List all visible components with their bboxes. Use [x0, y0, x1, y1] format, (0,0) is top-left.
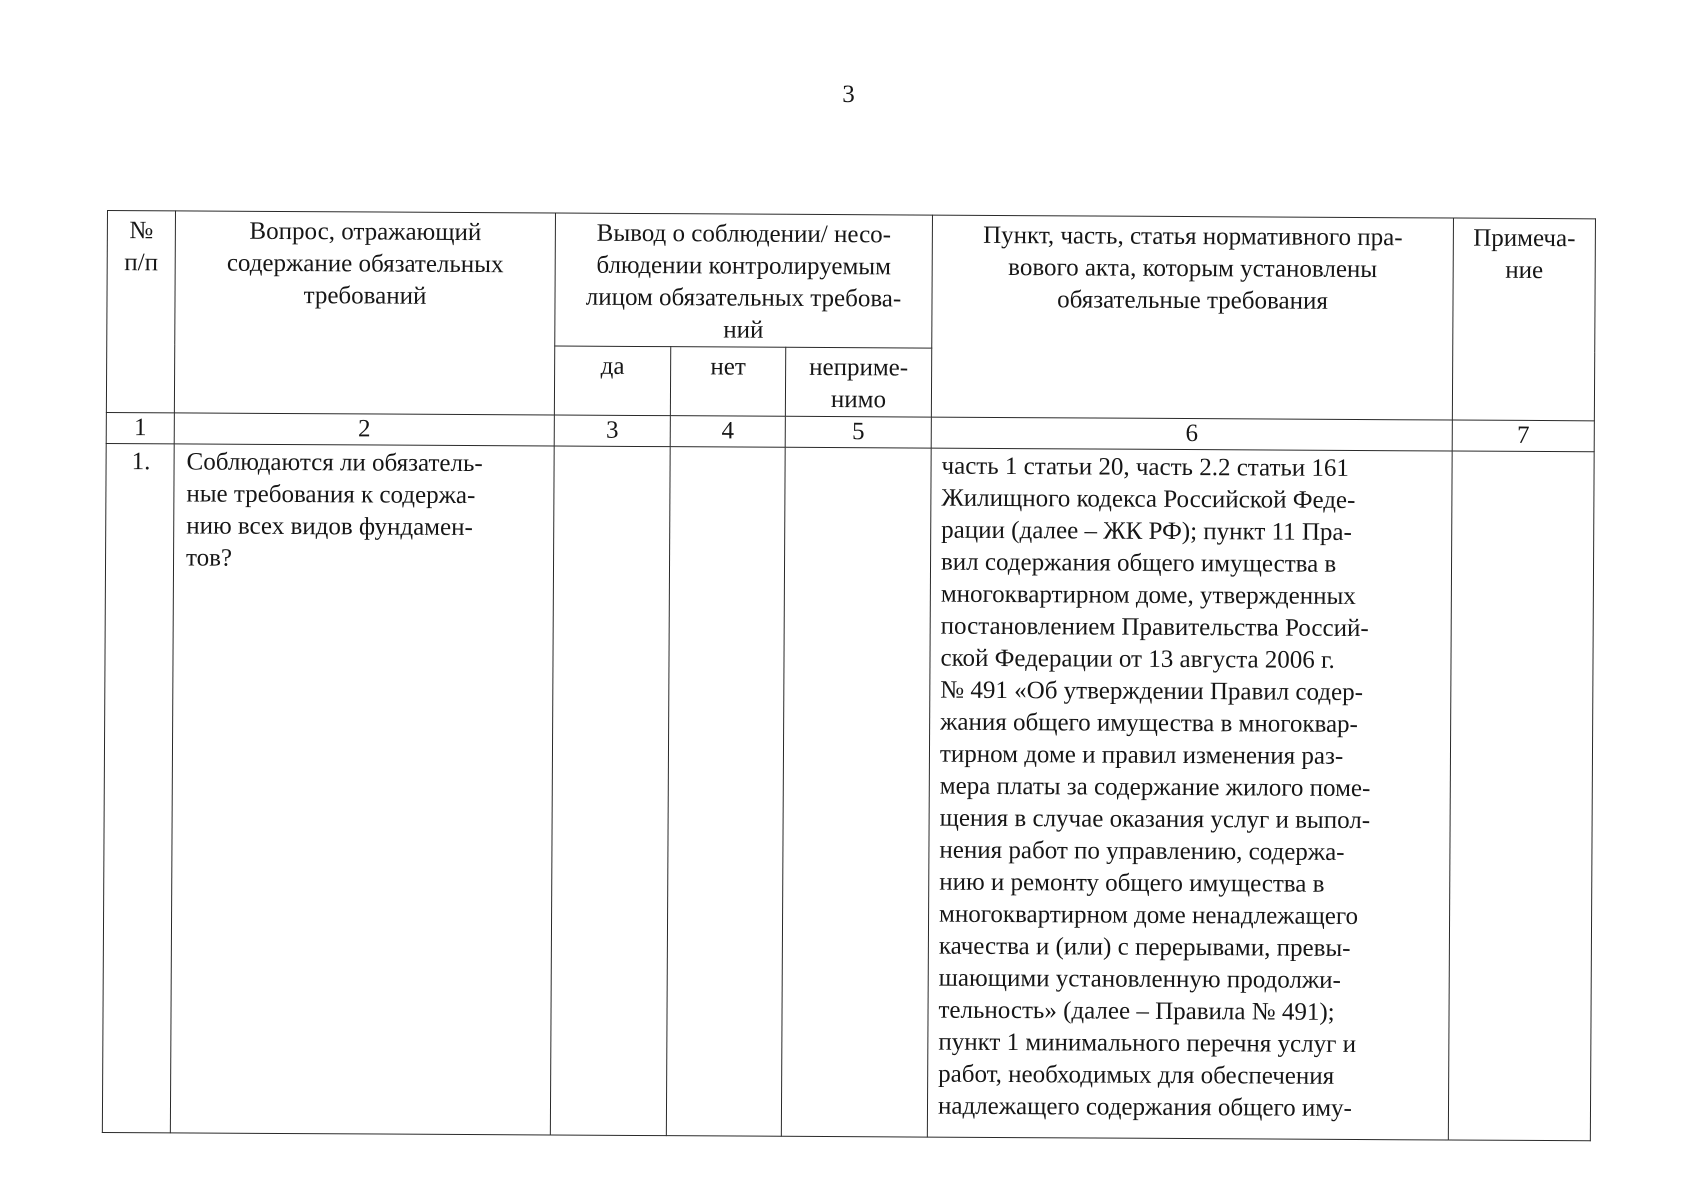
reference-line: тельность» (далее – Правила № 491); — [938, 996, 1335, 1026]
header-question-cell — [174, 211, 555, 415]
row-number-cell — [102, 443, 174, 1132]
reference-line: многоквартирном доме ненадлежащего — [939, 900, 1359, 930]
reference-line: постановлением Правительства Россий- — [940, 612, 1369, 643]
reference-line: многоквартирном доме, утвержденных — [940, 580, 1356, 610]
row-yes-value — [555, 447, 670, 450]
column-number-cell: 7 — [1452, 420, 1594, 452]
header-note-cell — [1452, 218, 1595, 421]
reference-line: часть 1 статьи 20, часть 2.2 статьи 161 — [941, 452, 1350, 482]
checklist-table-container — [102, 210, 1596, 1141]
reference-line: нения работ по управлению, содержа- — [939, 836, 1345, 866]
reference-line: надлежащего содержания общего иму- — [937, 1092, 1352, 1122]
row-yes-cell — [550, 446, 670, 1136]
column-number-cell: 6 — [931, 417, 1452, 451]
question-line: Соблюдаются ли обязатель- — [186, 448, 483, 478]
reference-line: № 491 «Об утверждении Правил содер- — [940, 676, 1364, 707]
header-reference-line: вового акта, которым установлены — [1008, 254, 1378, 284]
row-note-value — [1453, 452, 1594, 455]
row-no-value — [671, 447, 785, 450]
header-no-label: нет — [710, 353, 746, 381]
header-question-line: требований — [303, 282, 427, 310]
header-number-cell — [106, 211, 175, 413]
row-number: 1. — [131, 448, 151, 476]
row-reference-cell — [927, 448, 1452, 1140]
header-yes-label: да — [600, 352, 625, 380]
reference-line: шающими установленную продолжи- — [938, 964, 1341, 994]
header-reference-line: обязательные требования — [1057, 286, 1328, 315]
reference-line: ской Федерации от 13 августа 2006 г. — [940, 644, 1335, 674]
header-no-cell — [670, 347, 785, 417]
row-na-value — [786, 448, 931, 451]
header-question-line: Вопрос, отражающий — [249, 217, 482, 247]
question-line: нию всех видов фундамен- — [186, 512, 473, 542]
row-note-cell — [1448, 451, 1594, 1141]
column-number-cell: 4 — [670, 416, 785, 448]
reference-line: мера платы за содержание жилого поме- — [939, 772, 1371, 803]
checklist-table — [102, 210, 1596, 1141]
reference-line: Жилищного кодекса Российской Феде- — [941, 484, 1356, 514]
question-line: тов? — [185, 544, 233, 572]
column-number-cell: 5 — [785, 416, 931, 448]
header-conclusion-cell — [555, 213, 933, 348]
reference-line: качества и (или) с перерывами, превы- — [938, 932, 1351, 962]
column-number-cell: 2 — [174, 413, 554, 446]
header-conclusion-line: блюдении контролируемым — [596, 251, 892, 281]
row-no-cell — [666, 447, 785, 1137]
header-note-line: Примеча- — [1473, 224, 1576, 253]
header-conclusion-line: ний — [723, 316, 764, 344]
header-conclusion-line: Вывод о соблюдении/ несо- — [596, 219, 892, 249]
header-reference-cell — [931, 215, 1453, 420]
header-reference-line: Пункт, часть, статья нормативного пра- — [983, 221, 1403, 252]
reference-line: нию и ремонту общего имущества в — [939, 868, 1325, 898]
column-number-cell: 1 — [106, 412, 174, 443]
header-yes-cell — [554, 346, 670, 416]
header-question-line: содержание обязательных — [226, 249, 504, 279]
question-line: ные требования к содержа- — [186, 480, 476, 510]
page-number: 3 — [842, 81, 855, 108]
header-number-line: п/п — [124, 249, 159, 277]
reference-line: рации (далее – ЖК РФ); пункт 11 Пра- — [941, 516, 1352, 546]
reference-line: жания общего имущества в многоквар- — [940, 708, 1358, 738]
column-number-cell: 3 — [554, 415, 670, 447]
header-na-line: неприме- — [809, 353, 909, 382]
header-na-line: нимо — [830, 386, 887, 414]
header-note-line: ние — [1505, 256, 1544, 285]
row-question-cell — [170, 444, 554, 1135]
row-na-cell — [781, 447, 931, 1137]
header-number-line: № — [129, 217, 154, 245]
header-na-cell — [785, 347, 931, 417]
reference-line: тирном доме и правил изменения раз- — [939, 740, 1344, 770]
reference-line: вил содержания общего имущества в — [940, 548, 1337, 578]
header-conclusion-line: лицом обязательных требова- — [585, 283, 902, 313]
reference-line: работ, необходимых для обеспечения — [938, 1060, 1335, 1090]
table-row — [102, 443, 1594, 1140]
header-row-main — [107, 211, 1596, 352]
reference-line: щения в случае оказания услуг и выпол- — [939, 804, 1371, 835]
reference-line: пункт 1 минимального перечня услуг и — [938, 1028, 1357, 1058]
